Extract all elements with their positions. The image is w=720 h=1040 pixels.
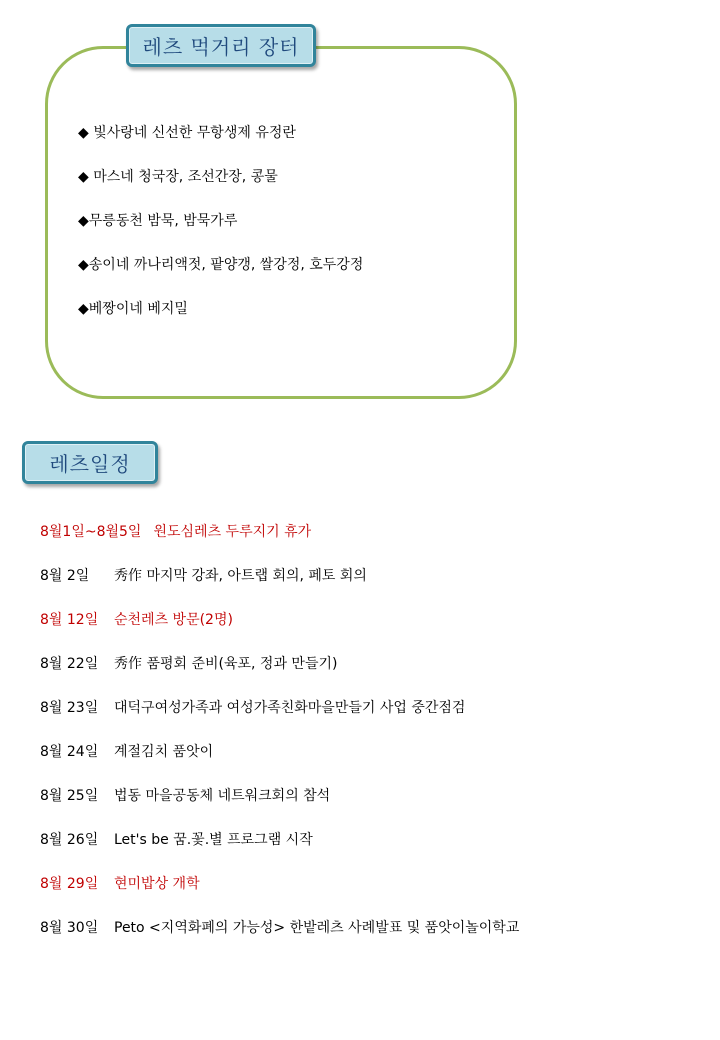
schedule-text: 대덕구여성가족과 여성가족친화마을만들기 사업 중간점검 — [114, 700, 466, 716]
schedule-text: Peto <지역화폐의 가능성> 한밭레츠 사례발표 및 품앗이놀이학교 — [114, 920, 520, 936]
schedule-date: 8월 29일 — [40, 876, 99, 892]
schedule-item — [40, 829, 519, 873]
market-item: ◆무릉동천 밤묵, 밤묵가루 — [78, 213, 238, 229]
schedule-date: 8월 24일 — [40, 744, 99, 760]
schedule-text: 계절김치 품앗이 — [114, 744, 214, 760]
schedule-item — [40, 697, 519, 741]
schedule-item — [40, 785, 519, 829]
schedule-text: 秀作 마지막 강좌, 아트랩 회의, 페토 회의 — [114, 568, 367, 584]
market-item: ◆베짱이네 베지밀 — [78, 301, 188, 317]
market-item: ◆ 마스네 청국장, 조선간장, 콩물 — [78, 169, 278, 185]
schedule-date: 8월 25일 — [40, 788, 99, 804]
schedule-list — [40, 521, 519, 961]
schedule-item — [40, 873, 519, 917]
schedule-date: 8월 26일 — [40, 832, 99, 848]
schedule-date: 8월 23일 — [40, 700, 99, 716]
schedule-text: Let's be 꿈.꽃.별 프로그램 시작 — [114, 832, 313, 848]
schedule-date: 8월 12일 — [40, 612, 99, 628]
schedule-date: 8월1일~8월5일 — [40, 524, 142, 540]
schedule-date: 8월 30일 — [40, 920, 99, 936]
schedule-title: 레츠일정 — [22, 441, 158, 484]
market-item: ◆송이네 까나리액젓, 팥양갱, 쌀강정, 호두강정 — [78, 257, 364, 273]
schedule-text: 원도심레츠 두루지기 휴가 — [153, 524, 312, 540]
schedule-item — [40, 917, 519, 961]
schedule-item — [40, 565, 519, 609]
market-item: ◆ 빛사랑네 신선한 무항생제 유정란 — [78, 125, 296, 141]
schedule-date: 8월 22일 — [40, 656, 99, 672]
schedule-text: 순천레츠 방문(2명) — [114, 612, 233, 628]
schedule-item — [40, 653, 519, 697]
schedule-text: 법동 마을공동체 네트워크회의 참석 — [114, 788, 331, 804]
schedule-item — [40, 741, 519, 785]
market-list — [78, 122, 363, 342]
schedule-item — [40, 521, 519, 565]
market-title: 레츠 먹거리 장터 — [126, 24, 316, 67]
schedule-text: 현미밥상 개학 — [114, 876, 200, 892]
schedule-item — [40, 609, 519, 653]
schedule-text: 秀作 품평회 준비(육포, 정과 만들기) — [114, 656, 338, 672]
schedule-date: 8월 2일 — [40, 568, 90, 584]
